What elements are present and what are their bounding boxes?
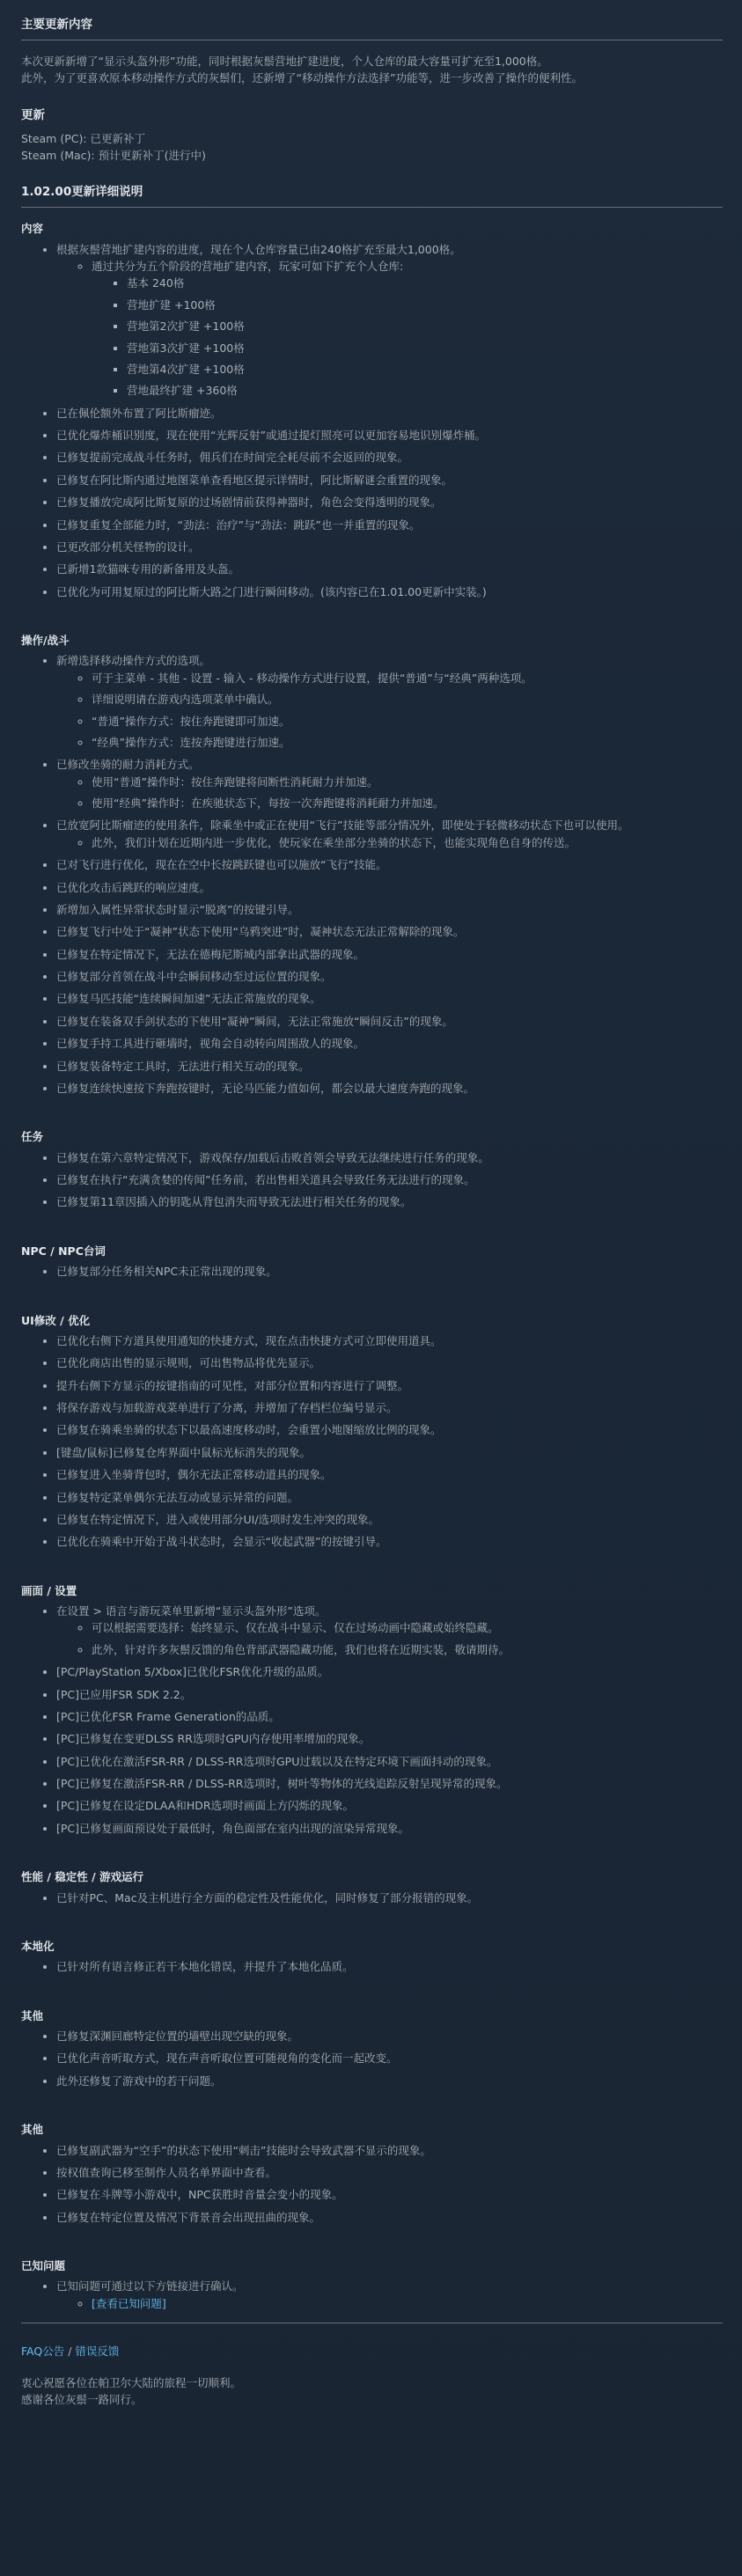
intro-line: 此外，为了更喜欢原本移动操作方式的灰鬃们，还新增了“移动操作方法选择”功能等，进一步改善了操作的便利性。: [21, 71, 583, 85]
list-item: • 已修复提前完成战斗任务时，佣兵们在时间完全耗尽前不会返回的现象。: [56, 449, 723, 466]
details-title: 1.02.00更新详细说明: [21, 185, 143, 200]
list-item: • 已针对PC、Mac及主机进行全方面的稳定性及性能优化，同时修复了部分报错的现象。: [56, 1890, 723, 1906]
list-item: • 根据灰鬃营地扩建内容的进度，现在个人仓库容量已由240格扩充至最大1,000格。 ◦ 通过共分为五个阶段的营地扩建内容，玩家可如下扩充个人仓库: ▪ 基本 240格 ▪ 营地扩建 +100格 ▪ 营地第2次扩建 +100格 ▪ 营地第3次扩建 +100格 ▪ 营地第4次扩建 +100格 ▪ 营地最终扩建 +360格: [56, 241, 723, 400]
list-item: • 新增加入属性异常状态时显示“脱离”的按键引导。: [56, 901, 723, 918]
list-item: • 已修复特定菜单偶尔无法互动或显示异常的问题。: [56, 1489, 723, 1506]
list-item: • 已优化爆炸桶识别度，现在使用“光辉反射”或通过提灯照亮可以更加容易地识别爆炸桶。: [56, 427, 723, 444]
list-item: • 已修复在斗牌等小游戏中，NPC获胜时音量会变小的现象。: [56, 2186, 723, 2203]
list-item: • 此外还修复了游戏中的若干问题。: [56, 2073, 723, 2089]
list-item: • 已优化商店出售的显示规则，可出售物品将优先显示。: [56, 1354, 723, 1371]
list-item: • 已优化为可用复原过的阿比斯大路之门进行瞬间移动。(该内容已在1.01.00更新中实装。): [56, 583, 723, 600]
closing-line: 衷心祝愿各位在帕卫尔大陆的旅程一切顺利。: [21, 2375, 242, 2389]
list-item: • 已修复在阿比斯内通过地图菜单查看地区提示详情时，阿比斯解谜会重置的现象。: [56, 472, 723, 488]
list-item: • [PC]已修复在激活FSR-RR / DLSS-RR选项时，树叶等物体的光线追踪反射呈现异常的现象。: [56, 1775, 723, 1792]
list-item: ◦ “经典”操作方式：连按奔跑键进行加速。: [92, 734, 723, 751]
list-item: ▪ 基本 240格: [127, 275, 723, 291]
content-list: [21, 241, 723, 600]
section-title-other: 其他: [21, 2008, 44, 2022]
list-item: • [键盘/鼠标]已修复仓库界面中鼠标光标消失的现象。: [56, 1444, 723, 1461]
list-item: • 已修复副武器为“空手”的状态下使用“刺击”技能时会导致武器不显示的现象。: [56, 2142, 723, 2159]
footer-links: [21, 2343, 723, 2359]
closing-line: 感谢各位灰鬃一路同行。: [21, 2392, 143, 2406]
list-item: • 已修改坐骑的耐力消耗方式。 ◦ 使用“普通”操作时：按住奔跑键将间断性消耗耐力并加速。 ◦ 使用“经典”操作时：在疾驰状态下，每按一次奔跑键将消耗耐力并加速。: [56, 756, 723, 811]
list-item: • 按权值查询已移至制作人员名单界面中查看。: [56, 2164, 723, 2181]
ui-list: [21, 1332, 723, 1551]
list-item: ▪ 营地第3次扩建 +100格: [127, 340, 723, 356]
list-item: • 已修复播放完成阿比斯复原的过场剧情前获得神器时，角色会变得透明的现象。: [56, 494, 723, 510]
main-title: 主要更新内容: [21, 18, 92, 32]
footer: [21, 2343, 723, 2408]
list-item: • 已知问题可通过以下方链接进行确认。 ◦ [查看已知问题]: [56, 2278, 723, 2312]
list-item: • 已修复在特定情况下，无法在德梅尼斯城内部拿出武器的现象。: [56, 946, 723, 963]
list-item: • 已优化右侧下方道具使用通知的快捷方式，现在点击快捷方式可立即使用道具。: [56, 1332, 723, 1349]
list-item: • 已修复飞行中处于“凝神”状态下使用“乌鸦突进”时，凝神状态无法正常解除的现象。: [56, 923, 723, 940]
combat-list: [21, 652, 723, 1097]
section-title-graphics: 画面 / 设置: [21, 1583, 77, 1597]
list-item: • 已修复连续快速按下奔跑按键时，无论马匹能力值如何，都会以最大速度奔跑的现象。: [56, 1080, 723, 1097]
section-title-combat: 操作/战斗: [21, 634, 70, 648]
update-title: 更新: [21, 107, 45, 122]
intro-line: 本次更新新增了“显示头盔外形”功能，同时根据灰鬃营地扩建进度，个人仓库的最大容量可扩充至1,000格。: [21, 54, 548, 68]
section-title-quests: 任务: [21, 1130, 44, 1144]
list-item: • [PC]已修复在变更DLSS RR选项时GPU内存使用率增加的现象。: [56, 1730, 723, 1747]
list-item: ◦ “普通”操作方式：按住奔跑键即可加速。: [92, 713, 723, 730]
update-line-pc: Steam (PC): 已更新补丁: [21, 131, 146, 145]
section-title-performance: 性能 / 稳定性 / 游戏运行: [21, 1870, 144, 1884]
quests-list: [21, 1149, 723, 1211]
list-item: ◦ 此外，我们计划在近期内进一步优化，使玩家在乘坐部分坐骑的状态下，也能实现角色自身的传送。: [92, 834, 723, 851]
bug-report-link[interactable]: 错误反馈: [75, 2345, 120, 2359]
list-item: • 已修复部分任务相关NPC未正常出现的现象。: [56, 1263, 723, 1280]
list-item: • 已修复在骑乘坐骑的状态下以最高速度移动时，会重置小地图缩放比例的现象。: [56, 1421, 723, 1438]
list-item: • 已修复重复全部能力时，“劲法：治疗”与“劲法：跳跃”也一并重置的现象。: [56, 517, 723, 533]
list-item: • 已修复进入坐骑背包时，偶尔无法正常移动道具的现象。: [56, 1466, 723, 1483]
list-item: ◦ 详细说明请在游戏内选项菜单中确认。: [92, 691, 723, 708]
list-item: [92, 2295, 723, 2312]
divider: [21, 207, 723, 208]
list-item: • 已优化声音听取方式，现在声音听取位置可随视角的变化而一起改变。: [56, 2050, 723, 2066]
list-item: • 已在佩伦额外布置了阿比斯瘤迹。: [56, 405, 723, 422]
section-title-npc: NPC / NPC台词: [21, 1244, 106, 1258]
list-item: • 已针对所有语言修正若干本地化错误，并提升了本地化品质。: [56, 1958, 723, 1975]
list-item: • 已修复在第六章特定情况下，游戏保存/加载后击败首领会导致无法继续进行任务的现象。: [56, 1149, 723, 1166]
list-item: • 新增选择移动操作方式的选项。 ◦ 可于主菜单 - 其他 - 设置 - 输入 - 移动操作方式进行设置，提供“普通”与“经典”两种选项。 ◦ 详细说明请在游戏内选项菜单中确认。 ◦ “普通”操作方式：按住奔跑键即可加速。 ◦ “经典”操作方式：连按奔跑键进行加速。: [56, 652, 723, 751]
performance-list: [21, 1890, 723, 1906]
section-title-localization: 本地化: [21, 1939, 55, 1953]
section-title-content: 内容: [21, 222, 44, 236]
list-item: • [PC]已修复画面预设处于最低时，角色面部在室内出现的渲染异常现象。: [56, 1820, 723, 1837]
list-item: • 已修复深渊回廊特定位置的墙壁出现空缺的现象。: [56, 2028, 723, 2044]
list-item: • [PC/PlayStation 5/Xbox]已优化FSR优化升级的品质。: [56, 1663, 723, 1680]
list-item: • 已对飞行进行优化，现在在空中长按跳跃键也可以施放“飞行”技能。: [56, 856, 723, 873]
faq-link[interactable]: FAQ公告: [21, 2345, 65, 2359]
section-title-known-issues: 已知问题: [21, 2259, 66, 2273]
list-item: ◦ 使用“经典”操作时：在疾驰状态下，每按一次奔跑键将消耗耐力并加速。: [92, 795, 723, 811]
list-item: ▪ 营地最终扩建 +360格: [127, 382, 723, 399]
list-item: • [PC]已优化在激活FSR-RR / DLSS-RR选项时GPU过载以及在特定环境下画面抖动的现象。: [56, 1753, 723, 1770]
npc-list: [21, 1263, 723, 1280]
list-item: • 已修复在执行“充满贪婪的传闻”任务前，若出售相关道具会导致任务无法进行的现象。: [56, 1171, 723, 1188]
list-item: ◦ 通过共分为五个阶段的营地扩建内容，玩家可如下扩充个人仓库: ▪ 基本 240格 ▪ 营地扩建 +100格 ▪ 营地第2次扩建 +100格 ▪ 营地第3次扩建 +100格 ▪ 营地第4次扩建 +100格 ▪ 营地最终扩建 +360格: [92, 258, 723, 400]
list-item: • 已修复手持工具进行砸墙时，视角会自动转向周围敌人的现象。: [56, 1035, 723, 1052]
list-item: • 已修复在特定位置及情况下背景音会出现扭曲的现象。: [56, 2209, 723, 2226]
section-title-ui: UI修改 / 优化: [21, 1313, 91, 1327]
link-separator: /: [64, 2345, 76, 2359]
list-item: ◦ 使用“普通”操作时：按住奔跑键将间断性消耗耐力并加速。: [92, 774, 723, 790]
list-item: ◦ 此外，针对许多灰鬃反馈的角色背部武器隐藏功能，我们也将在近期实装，敬请期待。: [92, 1641, 723, 1658]
list-item: • 已优化在骑乘中开始于战斗状态时，会显示“收起武器”的按键引导。: [56, 1533, 723, 1550]
list-item: • 提升右侧下方显示的按键指南的可见性，对部分位置和内容进行了调整。: [56, 1377, 723, 1394]
list-item: ◦ 可于主菜单 - 其他 - 设置 - 输入 - 移动操作方式进行设置，提供“普通”与“经典”两种选项。: [92, 670, 723, 686]
list-item: • 将保存游戏与加载游戏菜单进行了分离，并增加了存档栏位编号显示。: [56, 1399, 723, 1416]
list-item: • 已新增1款猫咪专用的新备用及头盔。: [56, 561, 723, 577]
list-item: • 已修复在装备双手剑状态的下使用“凝神”瞬间，无法正常施放“瞬间反击”的现象。: [56, 1013, 723, 1030]
other-list: [21, 2028, 723, 2089]
list-item: • [PC]已优化FSR Frame Generation的品质。: [56, 1708, 723, 1725]
list-item: • 已修复马匹技能“连续瞬间加速”无法正常施放的现象。: [56, 990, 723, 1007]
list-item: • 已修复在特定情况下，进入或使用部分UI/选项时发生冲突的现象。: [56, 1511, 723, 1528]
list-item: ◦ 可以根据需要选择：始终显示、仅在战斗中显示、仅在过场动画中隐藏或始终隐藏。: [92, 1619, 723, 1636]
known-issues-list: [21, 2278, 723, 2312]
known-issues-link[interactable]: [查看已知问题]: [92, 2296, 166, 2310]
list-item: • 已修复第11章因插入的钥匙从背包消失而导致无法进行相关任务的现象。: [56, 1193, 723, 1210]
storage-levels-list: [92, 275, 723, 399]
section-title-other: 其他: [21, 2123, 44, 2137]
localization-list: [21, 1958, 723, 1975]
graphics-list: [21, 1603, 723, 1837]
update-line-mac: Steam (Mac): 预计更新补丁(进行中): [21, 148, 206, 162]
list-item: • [PC]已应用FSR SDK 2.2。: [56, 1686, 723, 1703]
list-item: • 已修复装备特定工具时，无法进行相关互动的现象。: [56, 1058, 723, 1075]
list-item: • [PC]已修复在设定DLAA和HDR选项时画面上方闪烁的现象。: [56, 1797, 723, 1814]
list-item: • 已修复部分首领在战斗中会瞬间移动至过远位置的现象。: [56, 968, 723, 985]
list-item: ▪ 营地扩建 +100格: [127, 297, 723, 313]
list-item: • 已放宽阿比斯瘤迹的使用条件，除乘坐中或正在使用“飞行”技能等部分情况外，即使处于轻微移动状态下也可以使用。 ◦ 此外，我们计划在近期内进一步优化，使玩家在乘坐部分坐骑的状态下，也能实现角色自身的传送。: [56, 817, 723, 851]
list-item: • 在设置 > 语言与游玩菜单里新增“显示头盔外形”选项。 ◦ 可以根据需要选择：始终显示、仅在战斗中显示、仅在过场动画中隐藏或始终隐藏。 ◦ 此外，针对许多灰鬃反馈的角色背部武器隐藏功能，我们也将在近期实装，敬请期待。: [56, 1603, 723, 1658]
list-item: • 已更改部分机关怪物的设计。: [56, 539, 723, 555]
list-item: • 已优化攻击后跳跃的响应速度。: [56, 879, 723, 896]
list-item: ▪ 营地第2次扩建 +100格: [127, 318, 723, 334]
list-item: ▪ 营地第4次扩建 +100格: [127, 361, 723, 378]
other-list: [21, 2142, 723, 2227]
